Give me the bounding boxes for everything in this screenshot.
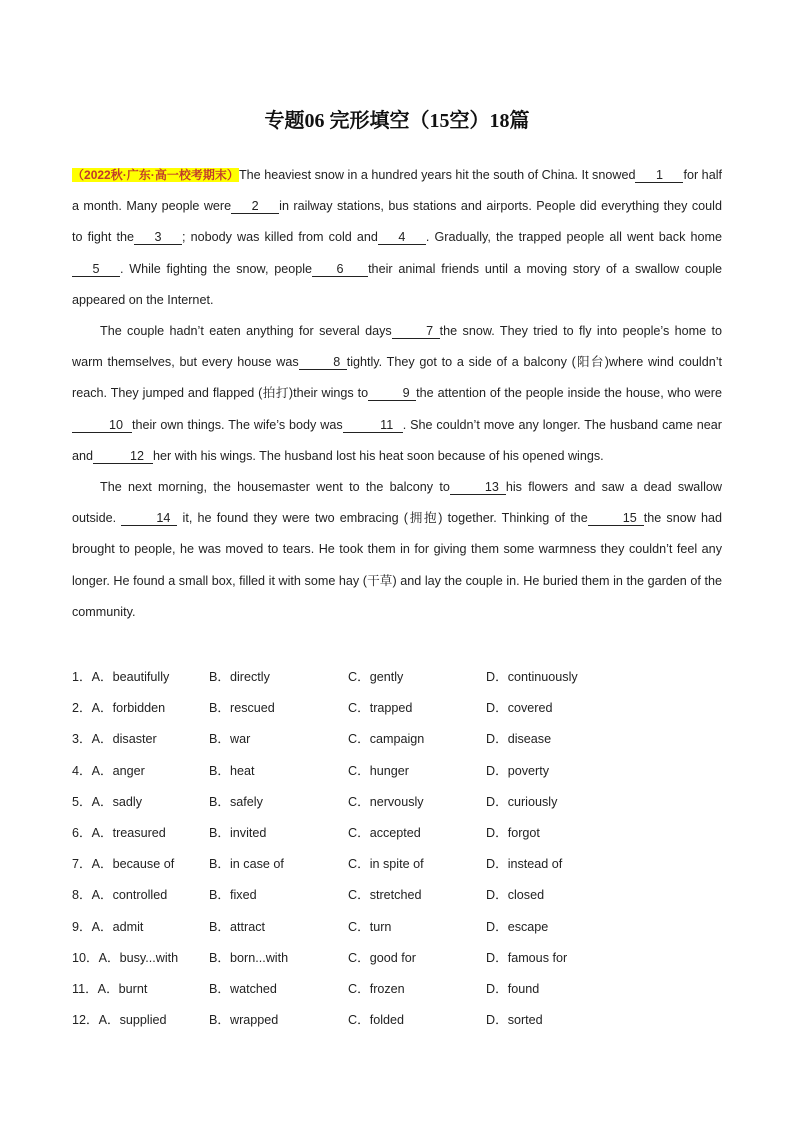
passage-text: their animal friends until a moving story of a swallow couple appeared on the Internet. — [72, 261, 723, 307]
blank-10: 10 — [72, 418, 132, 433]
passage-text: . Gradually, the trapped people all went back home — [425, 230, 722, 245]
question-row — [72, 691, 732, 722]
option-a: 10．A．busy...with — [72, 950, 179, 965]
option-d: D．continuously — [486, 670, 578, 684]
option-b: B．attract — [209, 919, 265, 934]
page-title: 专题06 完形填空（15空）18篇 — [264, 110, 530, 132]
blank-14: 14 — [121, 511, 177, 526]
passage-text: her with his wings. The husband lost his heat soon because of his opened wings. — [153, 448, 604, 463]
option-c: C．good for — [348, 950, 416, 965]
option-b: B．fixed — [209, 888, 257, 903]
cloze-passage — [72, 160, 722, 628]
blank-8: 8 — [299, 355, 347, 370]
option-a: 4．A．anger — [72, 763, 145, 778]
option-c: C．accepted — [348, 825, 421, 840]
blank-5: 5 — [72, 262, 120, 277]
question-row — [72, 941, 732, 972]
option-a: 1．A．beautifully — [72, 670, 170, 684]
passage-text: the snow. They tried to fly into people’s home to warm themselves, but every house was — [72, 324, 722, 370]
blank-13: 13 — [450, 480, 506, 495]
passage-text: in railway stations, bus stations and airports. People did everything they could to fight the — [72, 199, 722, 245]
option-d: D．instead of — [486, 857, 563, 872]
option-b: B．war — [209, 732, 251, 747]
option-b: B．born...with — [209, 950, 289, 965]
passage-text: ; nobody was killed from cold and — [182, 230, 378, 245]
blank-15: 15 — [588, 511, 644, 526]
option-d: D．disease — [486, 732, 552, 747]
question-row — [72, 816, 732, 847]
source-tag: （2022秋·广东·高一校考期末） — [72, 168, 239, 182]
option-c: C．turn — [348, 919, 392, 934]
question-row — [72, 785, 732, 816]
option-b: B．in case of — [209, 857, 284, 872]
question-row — [72, 754, 732, 785]
blank-4: 4 — [378, 230, 426, 245]
question-row — [72, 910, 732, 941]
paragraph-3 — [72, 472, 722, 628]
passage-text: their own things. The wife’s body was — [132, 417, 343, 432]
passage-text: The heaviest snow in a hundred years hit the south of China. It snowed — [238, 168, 636, 182]
blank-6: 6 — [312, 262, 368, 277]
option-b: B．invited — [209, 825, 267, 840]
option-b: B．watched — [209, 981, 277, 996]
question-row — [72, 1003, 732, 1034]
option-a: 5．A．sadly — [72, 794, 142, 809]
passage-text: The couple hadn’t eaten anything for several days — [100, 324, 392, 339]
option-a: 2．A．forbidden — [72, 701, 166, 716]
option-d: D．closed — [486, 888, 545, 903]
option-d: D．escape — [486, 919, 549, 934]
option-d: D．sorted — [486, 1013, 543, 1028]
blank-9: 9 — [368, 386, 416, 401]
option-b: B．rescued — [209, 701, 275, 716]
option-c: C．campaign — [348, 732, 425, 747]
option-a: 9．A．admit — [72, 919, 144, 934]
blank-1: 1 — [635, 168, 683, 183]
option-d: D．covered — [486, 701, 553, 716]
option-a: 7．A．because of — [72, 857, 175, 872]
option-b: B．directly — [209, 670, 270, 684]
question-list — [72, 660, 732, 1034]
blank-7: 7 — [392, 324, 440, 339]
option-c: C．frozen — [348, 981, 405, 996]
option-d: D．found — [486, 981, 540, 996]
blank-2: 2 — [231, 199, 279, 214]
option-c: C．in spite of — [348, 857, 424, 872]
option-c: C．gently — [348, 670, 404, 684]
option-a: 8．A．controlled — [72, 888, 168, 903]
blank-11: 11 — [343, 418, 403, 433]
paragraph-2 — [72, 316, 722, 472]
passage-text: . While fighting the snow, people — [120, 261, 313, 276]
question-row — [72, 660, 732, 691]
question-row — [72, 722, 732, 753]
option-c: C．stretched — [348, 888, 422, 903]
passage-text: the snow had brought to people, he was moved to tears. He took them in for giving them some warmness they couldn’t feel any longer. He found a small box, filled it with some hay (干草) and lay the couple in. He buried them in the garden of the community. — [72, 511, 723, 619]
option-a: 11．A．burnt — [72, 981, 148, 996]
option-a: 3．A．disaster — [72, 732, 157, 747]
question-row — [72, 847, 732, 878]
question-row — [72, 972, 732, 1003]
option-d: D．curiously — [486, 794, 558, 809]
passage-text: The next morning, the housemaster went to the balcony to — [100, 480, 450, 495]
passage-text: for half a month. Many people were — [72, 168, 722, 214]
option-d: D．famous for — [486, 950, 568, 965]
option-c: C．trapped — [348, 701, 413, 716]
option-d: D．poverty — [486, 763, 549, 778]
option-c: C．folded — [348, 1013, 405, 1028]
option-c: C．hunger — [348, 763, 409, 778]
paragraph-1 — [72, 160, 722, 316]
blank-3: 3 — [134, 230, 182, 245]
passage-text: . She couldn’t move any longer. The husband came near and — [72, 417, 722, 463]
question-row — [72, 878, 732, 909]
option-a: 6．A．treasured — [72, 825, 166, 840]
option-b: B．safely — [209, 794, 263, 809]
passage-text: tightly. They got to a side of a balcony (阳台)where wind couldn’t reach. They jumped and flapped (拍打)their wings to — [72, 355, 723, 401]
option-b: B．heat — [209, 763, 255, 778]
blank-12: 12 — [93, 449, 153, 464]
option-a: 12．A．supplied — [72, 1013, 167, 1028]
passage-text: the attention of the people inside the house, who were — [416, 386, 722, 401]
option-c: C．nervously — [348, 794, 424, 809]
passage-text: it, he found they were two embracing (拥抱) together. Thinking of the — [182, 511, 588, 526]
option-d: D．forgot — [486, 825, 540, 840]
option-b: B．wrapped — [209, 1013, 279, 1028]
passage-text: his flowers and saw a dead swallow outside. — [72, 480, 722, 526]
